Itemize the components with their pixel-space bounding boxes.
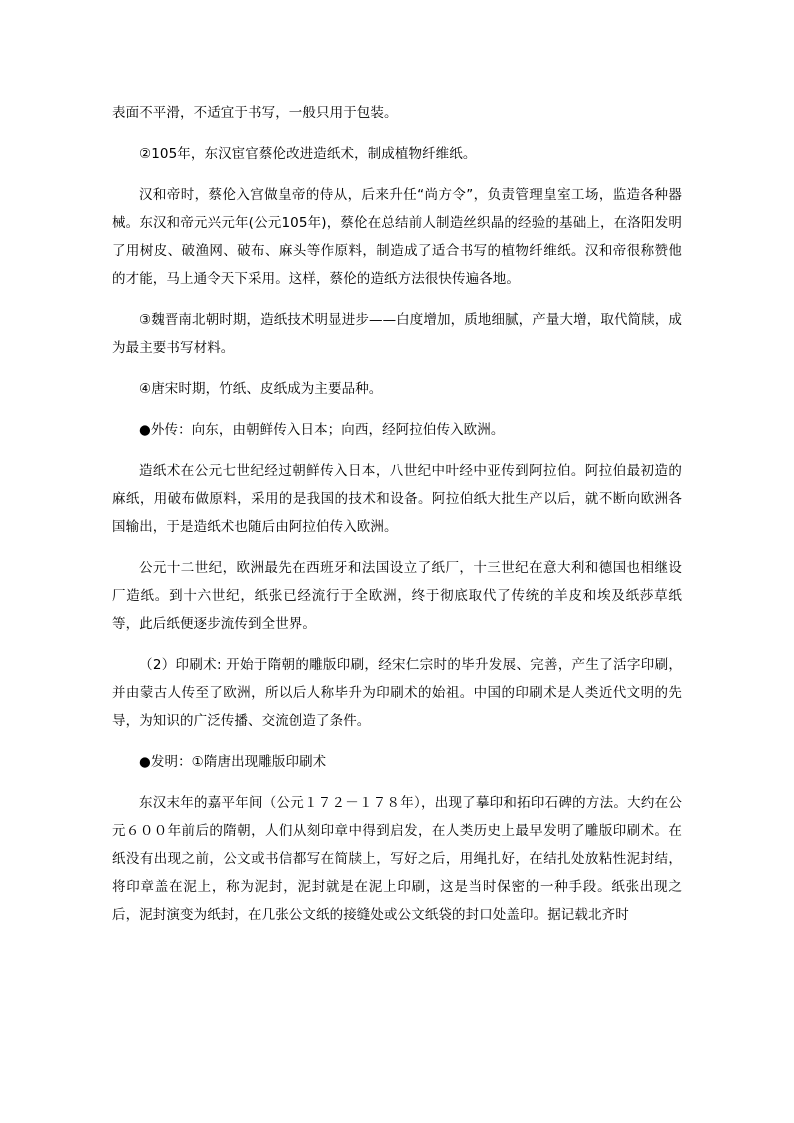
paragraph-europe-paper: 公元十二世纪，欧洲最先在西班牙和法国设立了纸厂，十三世纪在意大利和德国也相继设厂造纸。到十六世纪，纸张已经流行于全欧洲，终于彻底取代了传统的羊皮和埃及纸莎草纸等，此后纸便逐步流传到全世界。: [112, 560, 682, 632]
paragraph-spread-summary: ●外传：向东，由朝鲜传入日本；向西，经阿拉伯传入欧洲。: [139, 422, 505, 438]
document-body: [112, 99, 682, 942]
paragraph-spread-detail: 造纸术在公元七世纪经过朝鲜传入日本，八世纪中叶经中亚传到阿拉伯。阿拉伯最初造的麻纸，用破布做原料，采用的是我国的技术和设备。阿拉伯纸大批生产以后，就不断向欧洲各国输出，于是造纸术也随后由阿拉伯传入欧洲。: [112, 463, 682, 535]
paragraph-printing-heading: （2）印刷术: 开始于隋朝的雕版印刷，经宋仁宗时的毕升发展、完善，产生了活字印刷，并由蒙古人传至了欧洲，所以后人称毕升为印刷术的始祖。中国的印刷术是人类近代文明的先导，为知识的广泛传播、交流创造了条件。: [112, 657, 682, 729]
paragraph-printing-history: 东汉末年的嘉平年间（公元１７２－１７８年），出现了摹印和拓印石碑的方法。大约在公元６００年前后的隋朝，人们从刻印章中得到启发，在人类历史上最早发明了雕版印刷术。在纸没有出现之前，公文或书信都写在简牍上，写好之后，用绳扎好，在结扎处放粘性泥封结，将印章盖在泥上，称为泥封，泥封就是在泥上印刷，这是当时保密的一种手段。纸张出现之后，泥封演变为纸封，在几张公文纸的接缝处或公文纸袋的封口处盖印。据记载北齐时: [112, 795, 682, 923]
paragraph-cai-lun-heading: ②105年，东汉宦官蔡伦改进造纸术，制成植物纤维纸。: [139, 146, 477, 162]
paragraph-packaging-note: 表面不平滑，不适宜于书写，一般只用于包装。: [112, 105, 398, 121]
paragraph-cai-lun-detail: 汉和帝时，蔡伦入宫做皇帝的侍从，后来升任“尚方令”，负责管理皇室工场，监造各种器械。东汉和帝元兴元年(公元105年)，蔡伦在总结前人制造丝织晶的经验的基础上，在洛阳发明了用树皮、破渔网、破布、麻头等作原料，制造成了适合书写的植物纤维纸。汉和帝很称赞他的才能，马上通令天下采用。这样，蔡伦的造纸方法很快传遍各地。: [112, 187, 682, 287]
paragraph-wei-jin-period: ③魏晋南北朝时期，造纸技术明显进步——白度增加，质地细腻，产量大增，取代简牍，成为最主要书写材料。: [112, 312, 682, 356]
paragraph-tang-song-period: ④唐宋时期，竹纸、皮纸成为主要品种。: [139, 381, 383, 397]
paragraph-printing-invention: ●发明：①隋唐出现雕版印刷术: [139, 754, 327, 770]
